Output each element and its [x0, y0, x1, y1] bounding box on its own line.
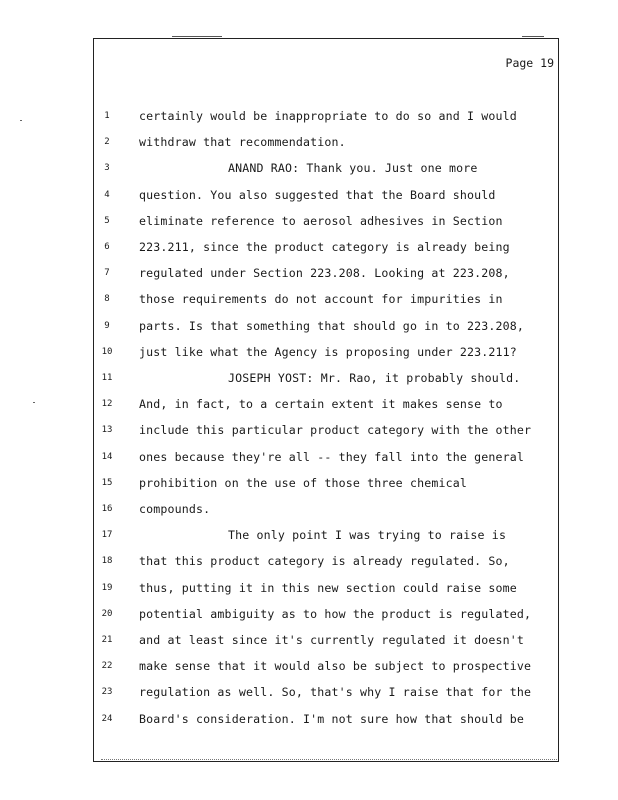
line-text: The only point I was trying to raise is	[228, 528, 507, 543]
transcript-line	[94, 397, 558, 423]
transcript-line	[94, 292, 558, 318]
line-text: And, in fact, to a certain extent it makes sense to	[139, 397, 503, 412]
line-number: 23	[101, 687, 113, 698]
transcript-line	[94, 319, 558, 345]
line-number: 14	[101, 451, 113, 462]
line-text: parts. Is that something that should go in to 223.208,	[139, 318, 525, 333]
scan-speck	[33, 402, 35, 403]
transcript-line	[94, 712, 558, 738]
line-text: compounds.	[139, 502, 211, 516]
line-text: question. You also suggested that the Board should	[139, 187, 496, 202]
line-number: 3	[104, 163, 110, 174]
transcript-line	[94, 188, 558, 214]
transcript-line	[94, 371, 558, 397]
line-text: eliminate reference to aerosol adhesives in Section	[139, 213, 503, 228]
line-number: 15	[101, 477, 113, 488]
transcript-line	[94, 214, 558, 240]
transcript-line	[94, 109, 558, 135]
transcript-line	[94, 502, 558, 528]
line-text: and at least since it's currently regulated it doesn't	[139, 633, 525, 647]
line-text: ANAND RAO: Thank you. Just one more	[228, 161, 478, 176]
line-number: 21	[101, 635, 113, 645]
scan-mark	[172, 36, 222, 37]
transcript-line	[94, 135, 558, 161]
line-text: make sense that it would also be subject to prospective	[139, 659, 532, 674]
line-text: those requirements do not account for impurities in	[139, 292, 503, 307]
line-number: 9	[104, 320, 110, 331]
transcript-line	[94, 423, 558, 449]
line-text: 223.211, since the product category is already being	[139, 240, 510, 254]
line-number: 22	[101, 661, 113, 672]
line-text: just like what the Agency is proposing under 223.211?	[139, 344, 517, 359]
line-text: potential ambiguity as to how the product is regulated,	[139, 606, 532, 621]
transcript-line	[94, 345, 558, 371]
line-number: 20	[101, 608, 113, 619]
line-number: 16	[101, 504, 113, 514]
line-number: 1	[104, 111, 110, 121]
line-number: 2	[104, 137, 110, 148]
transcript-line	[94, 659, 558, 685]
line-text: include this particular product category with the other	[139, 423, 532, 438]
transcript-line	[94, 633, 558, 659]
line-text: withdraw that recommendation.	[139, 135, 346, 150]
line-text: ones because they're all -- they fall into the general	[139, 449, 525, 464]
line-number: 12	[101, 399, 113, 410]
transcript-line	[94, 476, 558, 502]
line-number: 10	[101, 346, 113, 357]
line-number: 19	[101, 582, 113, 593]
line-text: thus, putting it in this new section could raise some	[139, 580, 517, 595]
scan-speck	[20, 120, 22, 121]
line-text: that this product category is already regulated. So,	[139, 554, 510, 569]
transcript-line	[94, 450, 558, 476]
line-text: regulation as well. So, that's why I raise that for the	[139, 685, 532, 700]
line-text: Board's consideration. I'm not sure how that should be	[139, 711, 525, 726]
line-number: 18	[101, 556, 113, 567]
line-number: 7	[104, 268, 110, 279]
page-number: Page 19	[505, 56, 554, 70]
transcript-line	[94, 528, 558, 554]
transcript-line	[94, 607, 558, 633]
line-number: 24	[101, 713, 113, 724]
transcript-line	[94, 554, 558, 580]
line-text: prohibition on the use of those three chemical	[139, 475, 467, 490]
transcript-line	[94, 161, 558, 187]
page-bottom-rule	[101, 759, 557, 761]
line-text: certainly would be inappropriate to do so and I would	[139, 109, 517, 123]
line-number: 11	[101, 373, 113, 383]
transcript-line	[94, 266, 558, 292]
line-number: 5	[104, 215, 110, 226]
transcript-line	[94, 581, 558, 607]
line-number: 8	[104, 294, 110, 305]
line-number: 4	[104, 189, 110, 200]
line-text: JOSEPH YOST: Mr. Rao, it probably should.	[228, 371, 521, 385]
line-number: 13	[101, 425, 113, 436]
transcript-line	[94, 685, 558, 711]
line-text: regulated under Section 223.208. Looking at 223.208,	[139, 266, 510, 281]
line-number: 17	[101, 530, 113, 541]
line-number: 6	[104, 242, 110, 252]
transcript-line	[94, 240, 558, 266]
scan-mark	[522, 36, 544, 37]
transcript-page	[93, 38, 559, 762]
